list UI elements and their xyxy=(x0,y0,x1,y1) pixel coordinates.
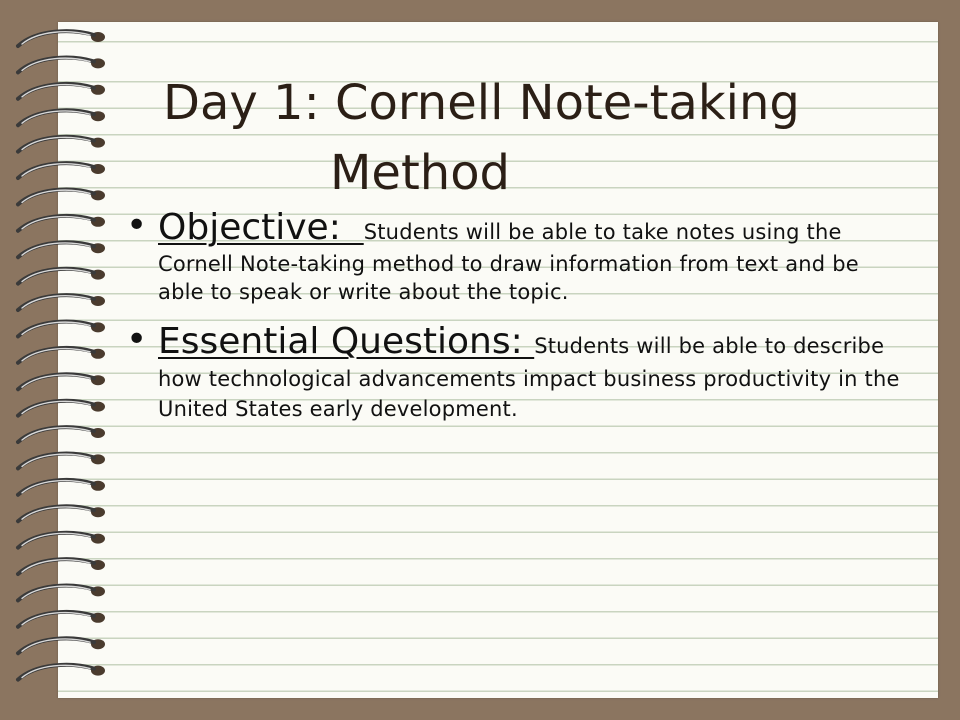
spiral-ring-icon xyxy=(18,533,105,548)
spiral-ring-icon xyxy=(18,110,105,125)
spiral-ring-icon xyxy=(18,31,105,46)
spiral-ring-icon xyxy=(18,348,105,363)
spiral-ring-icon xyxy=(18,559,105,574)
spiral-ring-icon xyxy=(18,506,105,521)
title-line-2: Method xyxy=(330,145,511,201)
spiral-ring-icon xyxy=(18,295,105,310)
spiral-ring-icon xyxy=(18,242,105,257)
spiral-ring-icon xyxy=(18,137,105,152)
spiral-ring-icon xyxy=(18,612,105,627)
spiral-ring-icon xyxy=(18,84,105,99)
spiral-ring-icon xyxy=(18,190,105,205)
spiral-ring-icon xyxy=(18,269,105,284)
essential-questions-text: Students will be able to describe how technological advancements impact business productivity in the United States early development. xyxy=(158,334,900,421)
bullet-objective xyxy=(126,206,906,306)
essential-questions-heading: Essential Questions: xyxy=(158,321,535,362)
bullet-essential-questions xyxy=(126,320,906,424)
bullet-dot-icon: • xyxy=(126,319,148,360)
spiral-ring-icon xyxy=(18,322,105,337)
spiral-ring-icon xyxy=(18,454,105,469)
objective-text: Students will be able to take notes using the Cornell Note-taking method to draw information from text and be able to speak or write about the topic. xyxy=(158,220,859,304)
spiral-ring-icon xyxy=(18,665,105,680)
spiral-ring-icon xyxy=(18,374,105,389)
objective-heading: Objective: xyxy=(158,207,364,248)
spiral-ring-icon xyxy=(18,586,105,601)
title-line-1: Day 1: Cornell Note-taking xyxy=(163,75,800,131)
spiral-ring-icon xyxy=(18,58,105,73)
spiral-ring-icon xyxy=(18,163,105,178)
spiral-binding xyxy=(14,20,114,700)
spiral-ring-icon xyxy=(18,638,105,653)
bullet-list xyxy=(126,206,906,438)
spiral-ring-icon xyxy=(18,427,105,442)
spiral-ring-icon xyxy=(18,480,105,495)
spiral-ring-icon xyxy=(18,401,105,416)
spiral-ring-icon xyxy=(18,216,105,231)
bullet-dot-icon: • xyxy=(126,205,148,246)
